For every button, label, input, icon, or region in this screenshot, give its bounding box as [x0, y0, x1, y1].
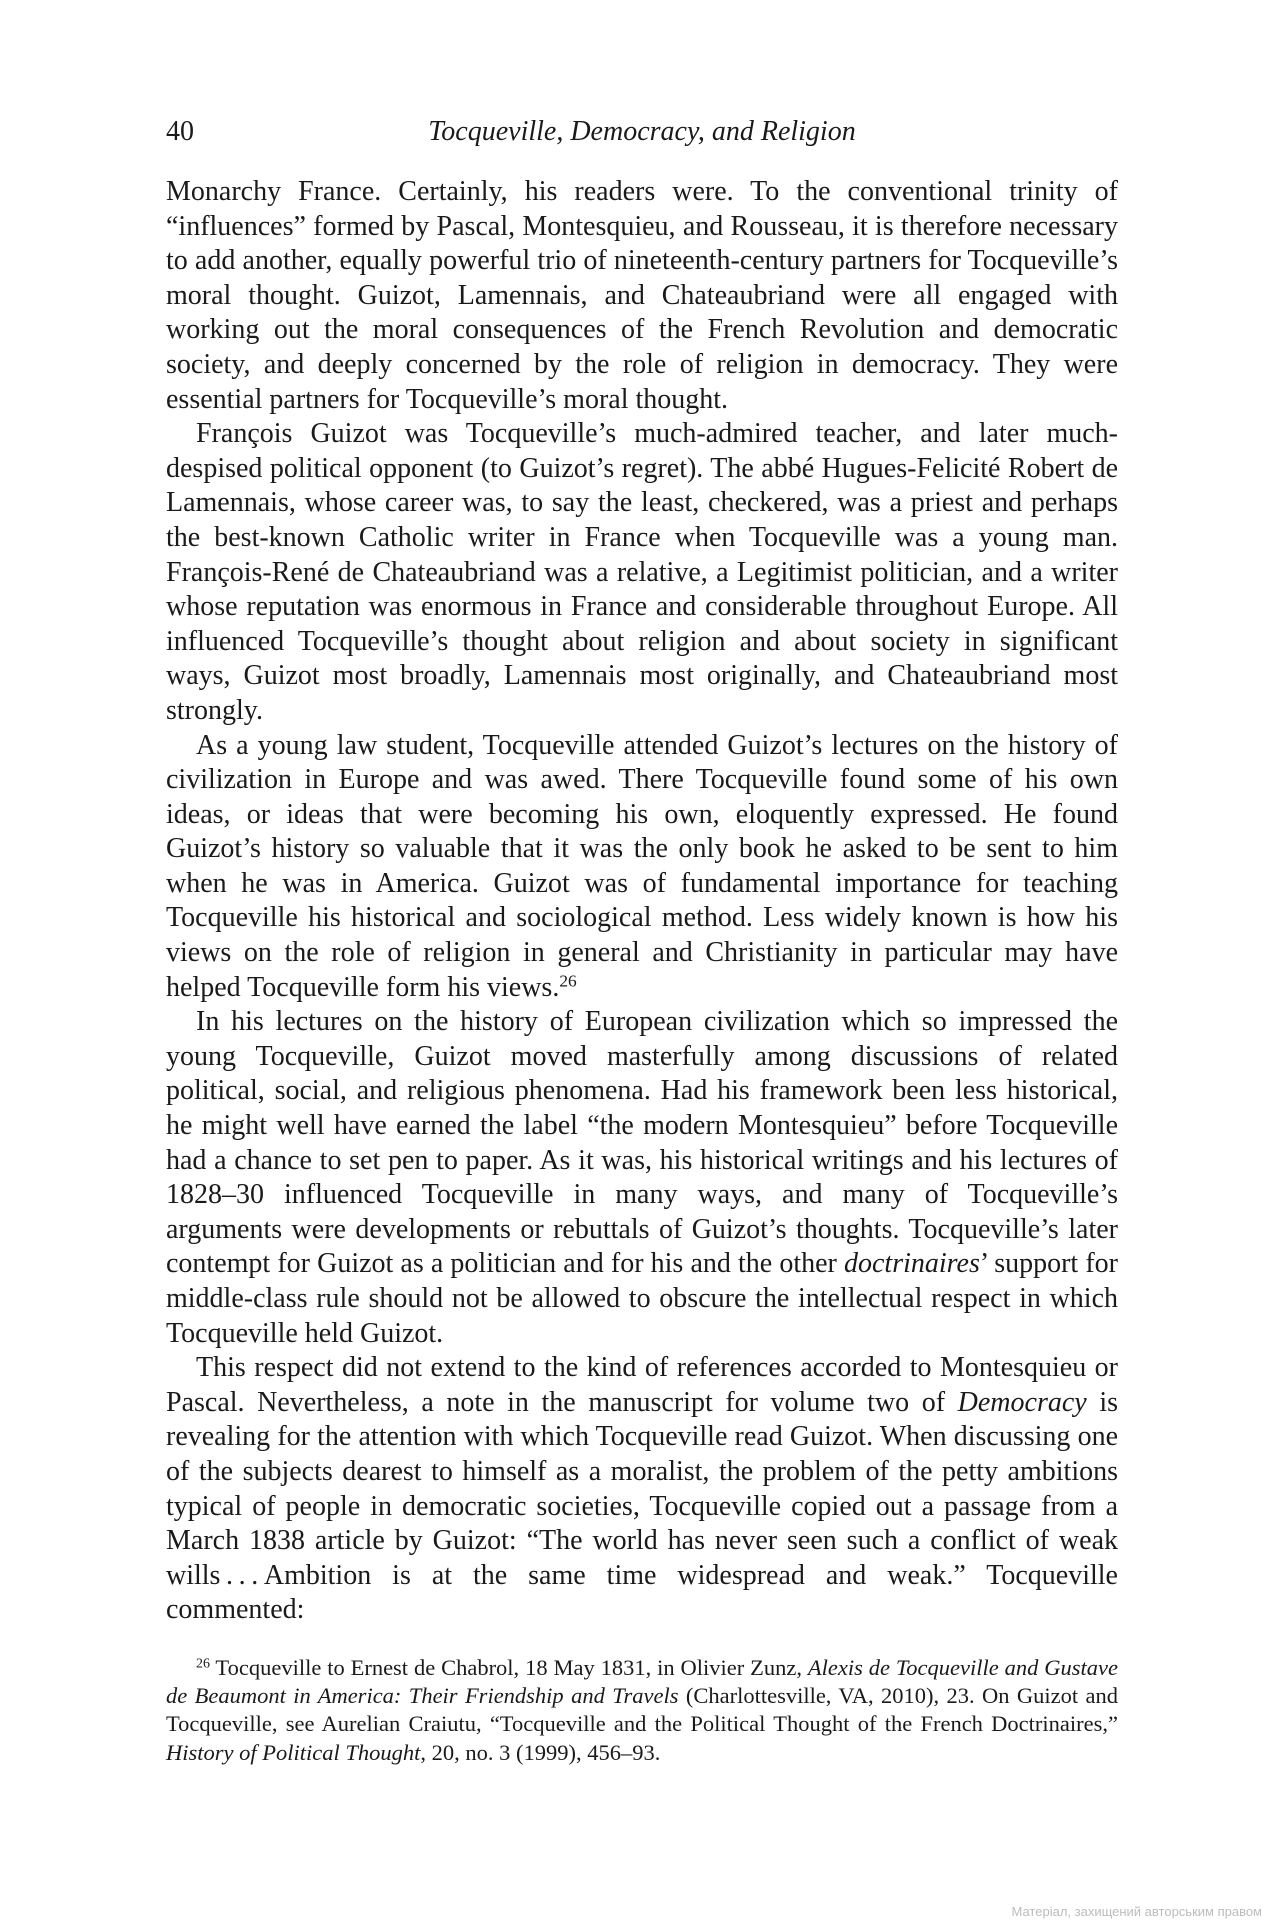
- paragraph-5: [166, 1351, 1118, 1628]
- footnote-26: [166, 1654, 1118, 1767]
- footnote-number: 26: [196, 1656, 210, 1672]
- body-text: [166, 175, 1118, 1628]
- paragraph-2-text: François Guizot was Tocqueville’s much-admired teacher, and later much-despised political opponent (to Guizot’s regret). The abbé Hugues-Felicité Robert de Lamennais, whose career was, to say the least, checkered, was a priest and perhaps the best-known Catholic writer in France when Tocqueville was a young man. François-René de Chateaubriand was a relative, a Legitimist politician, and a writer whose reputation was enormous in France and considerable throughout Europe. All influenced Tocqueville’s thought about religion and about society in significant ways, Guizot most broadly, Lamennais most originally, and Chateaubriand most strongly.: [166, 418, 1118, 726]
- paragraph-3-text: As a young law student, Tocqueville attended Guizot’s lectures on the history of civilization in Europe and was awed. There Tocqueville found some of his own ideas, or ideas that were becoming his own, eloquently expressed. He found Guizot’s history so valuable that it was the only book he asked to be sent to him when he was in America. Guizot was of fundamental importance for teaching Tocqueville his historical and sociological method. Less widely known is how his views on the role of religion in general and Christianity in particular may have helped Tocqueville form his views.: [166, 729, 1118, 1003]
- paragraph-4: [166, 1005, 1118, 1351]
- paragraph-5-text-b: is revealing for the attention with which Tocqueville read Guizot. When discussing one of the subjects dearest to himself as a moralist, the problem of the petty ambitions typical of people in democratic societies, Tocqueville copied out a passage from a March 1838 article by Guizot: “The world has never seen such a conflict of weak wills . . . Ambition is at the same time widespread and weak.” Tocqueville commented:: [166, 1386, 1118, 1626]
- paragraph-1: [166, 175, 1118, 417]
- paragraph-2: [166, 417, 1118, 728]
- footnotes: [166, 1654, 1118, 1767]
- running-title: Tocqueville, Democracy, and Religion: [428, 116, 856, 147]
- paragraph-4-italic: doctrinaires: [844, 1248, 980, 1280]
- paragraph-5-italic: Democracy: [957, 1386, 1087, 1418]
- running-head: [166, 112, 1118, 152]
- paragraph-3: [166, 729, 1118, 1006]
- paragraph-5-text-a: This respect did not extend to the kind of references accorded to Montesquieu or Pascal. Nevertheless, a note in the manuscript for volume two of: [166, 1352, 1118, 1418]
- page-number: 40: [166, 116, 194, 147]
- paragraph-4-text-a: In his lectures on the history of European civilization which so impressed the young Tocqueville, Guizot moved masterfully among discussions of related political, social, and religious phenomena. Had his framework been less historical, he might well have earned the label “the modern Montesquieu” before Tocqueville had a chance to set pen to paper. As it was, his historical writings and his lectures of 1828–30 influenced Tocqueville in many ways, and many of Tocqueville’s arguments were developments or rebuttals of Guizot’s thoughts. Tocqueville’s later contempt for Guizot as a politician and for his and the other: [166, 1006, 1118, 1280]
- footnote-text-a: Tocqueville to Ernest de Chabrol, 18 May 1831, in Olivier Zunz,: [215, 1654, 802, 1680]
- paragraph-1-text: Monarchy France. Certainly, his readers were. To the conventional trinity of “influences” formed by Pascal, Montesquieu, and Rousseau, it is therefore necessary to add another, equally powerful trio of nineteenth-century partners for Tocqueville’s moral thought. Guizot, Lamennais, and Chateaubriand were all engaged with working out the moral consequences of the French Revolution and democratic society, and deeply concerned by the role of religion in democracy. They were essential partners for Tocqueville’s moral thought.: [166, 176, 1118, 415]
- book-page: [166, 112, 1118, 1767]
- paragraph-4-text-b: ’ support for middle-class rule should not be allowed to obscure the intellectual respect in which Tocqueville held Guizot.: [166, 1248, 1118, 1349]
- copyright-watermark: Матеріал, захищений авторським правом: [1011, 1904, 1262, 1919]
- footnote-text-c: , 20, no. 3 (1999), 456–93.: [420, 1739, 661, 1765]
- footnote-italic-b: History of Political Thought: [166, 1739, 421, 1765]
- footnote-ref-26[interactable]: 26: [559, 971, 577, 991]
- footnote-italic-a: Alexis de Tocqueville and Gustave de Beaumont in America: Their Friendship and Travels: [166, 1654, 1118, 1709]
- footnote-text-b: (Charlottesville, VA, 2010), 23. On Guizot and Tocqueville, see Aurelian Craiutu, “Tocqueville and the Political Thought of the French Doctrinaires,”: [166, 1683, 1118, 1737]
